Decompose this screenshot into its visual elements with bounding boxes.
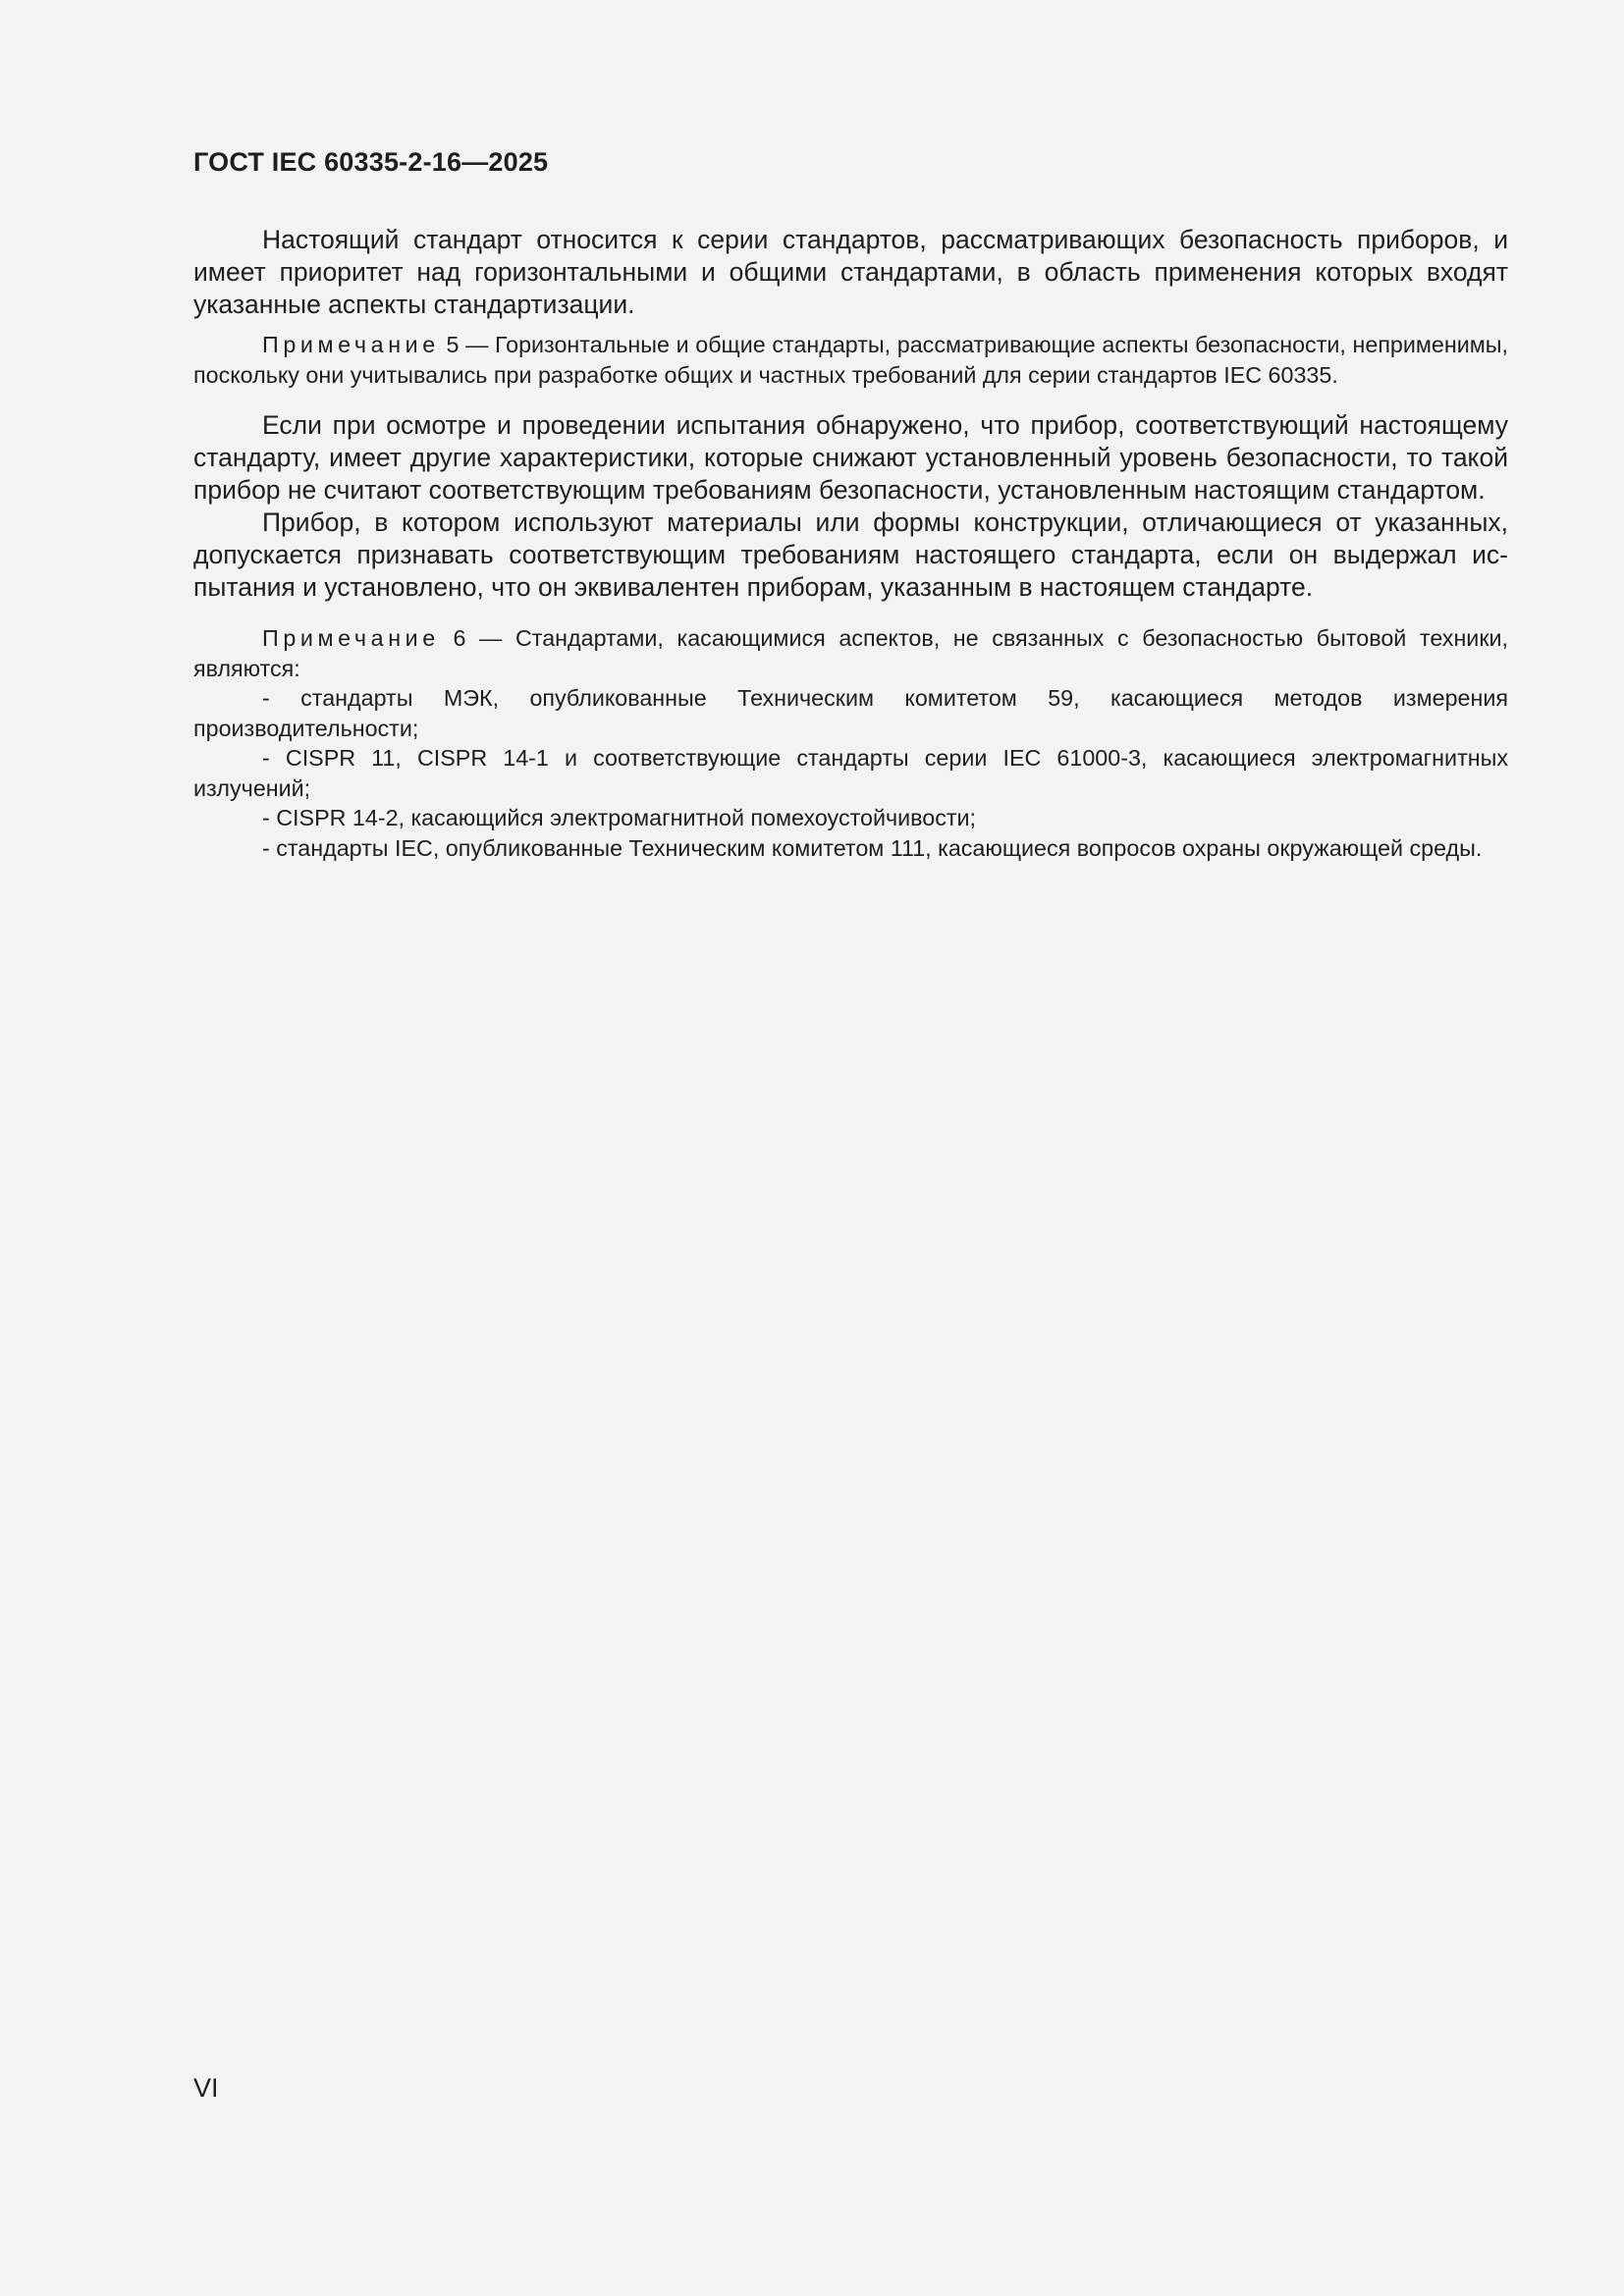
note-5 [193,330,1508,390]
paragraph-materials: Прибор, в котором используют материалы или формы конструкции, отличающиеся от указанных, допускается признавать соответствующим требованиям настоящего стандарта, если он выдержал испытания и установлено, что он эквивалентен приборам, указанным в настоящем стандарте. [193,507,1508,602]
note-6-text: 6 — Стандартами, касающимися аспектов, не связанных с безопасностью бытовой техники, являются: [193,625,1508,681]
note-6-list-item: - CISPR 11, CISPR 14-1 и соответствующие стандарты серии IEC 61000-3, касающиеся электромагнитных излучений; [193,745,1508,801]
note-6-list-item: - стандарты МЭК, опубликованные Техническим комитетом 59, касающиеся методов измерения производительности; [193,685,1508,741]
document-code-header: ГОСТ IEC 60335-2-16—2025 [193,147,549,177]
note-6-list-item: - CISPR 14-2, касающийся электромагнитной помехоустойчивости; [262,805,976,830]
paragraph-inspection: Если при осмотре и проведении испытания обнаружено, что прибор, соответствующий настоящему стандарту, имеет другие характеристики, которые снижают установленный уровень безопасности, то такой прибор не считают соответствующим требованиям безопасности, установленным настоящим стандартом. [193,410,1508,505]
note-5-text: 5 — Горизонтальные и общие стандарты, рассматривающие аспекты безопасности, неприменимы, поскольку они учитывались при разработке общих и частных требований для серии стандартов IEC 60335. [193,332,1508,388]
note-6-label: Примечание [262,625,440,651]
document-body [193,224,1508,863]
note-6 [193,623,1508,683]
paragraph-scope: Настоящий стандарт относится к серии стандартов, рассматривающих безопасность приборов, и имеет приоритет над горизонтальными и общими стандартами, в область применения которых входят указанные аспекты стандартизации. [193,225,1508,319]
note-6-list-item: - стандарты IEC, опубликованные Техническим комитетом 111, касающиеся вопросов охраны окружающей среды. [262,834,1483,861]
page-number: VI [193,2073,219,2103]
note-5-label: Примечание [262,332,440,357]
